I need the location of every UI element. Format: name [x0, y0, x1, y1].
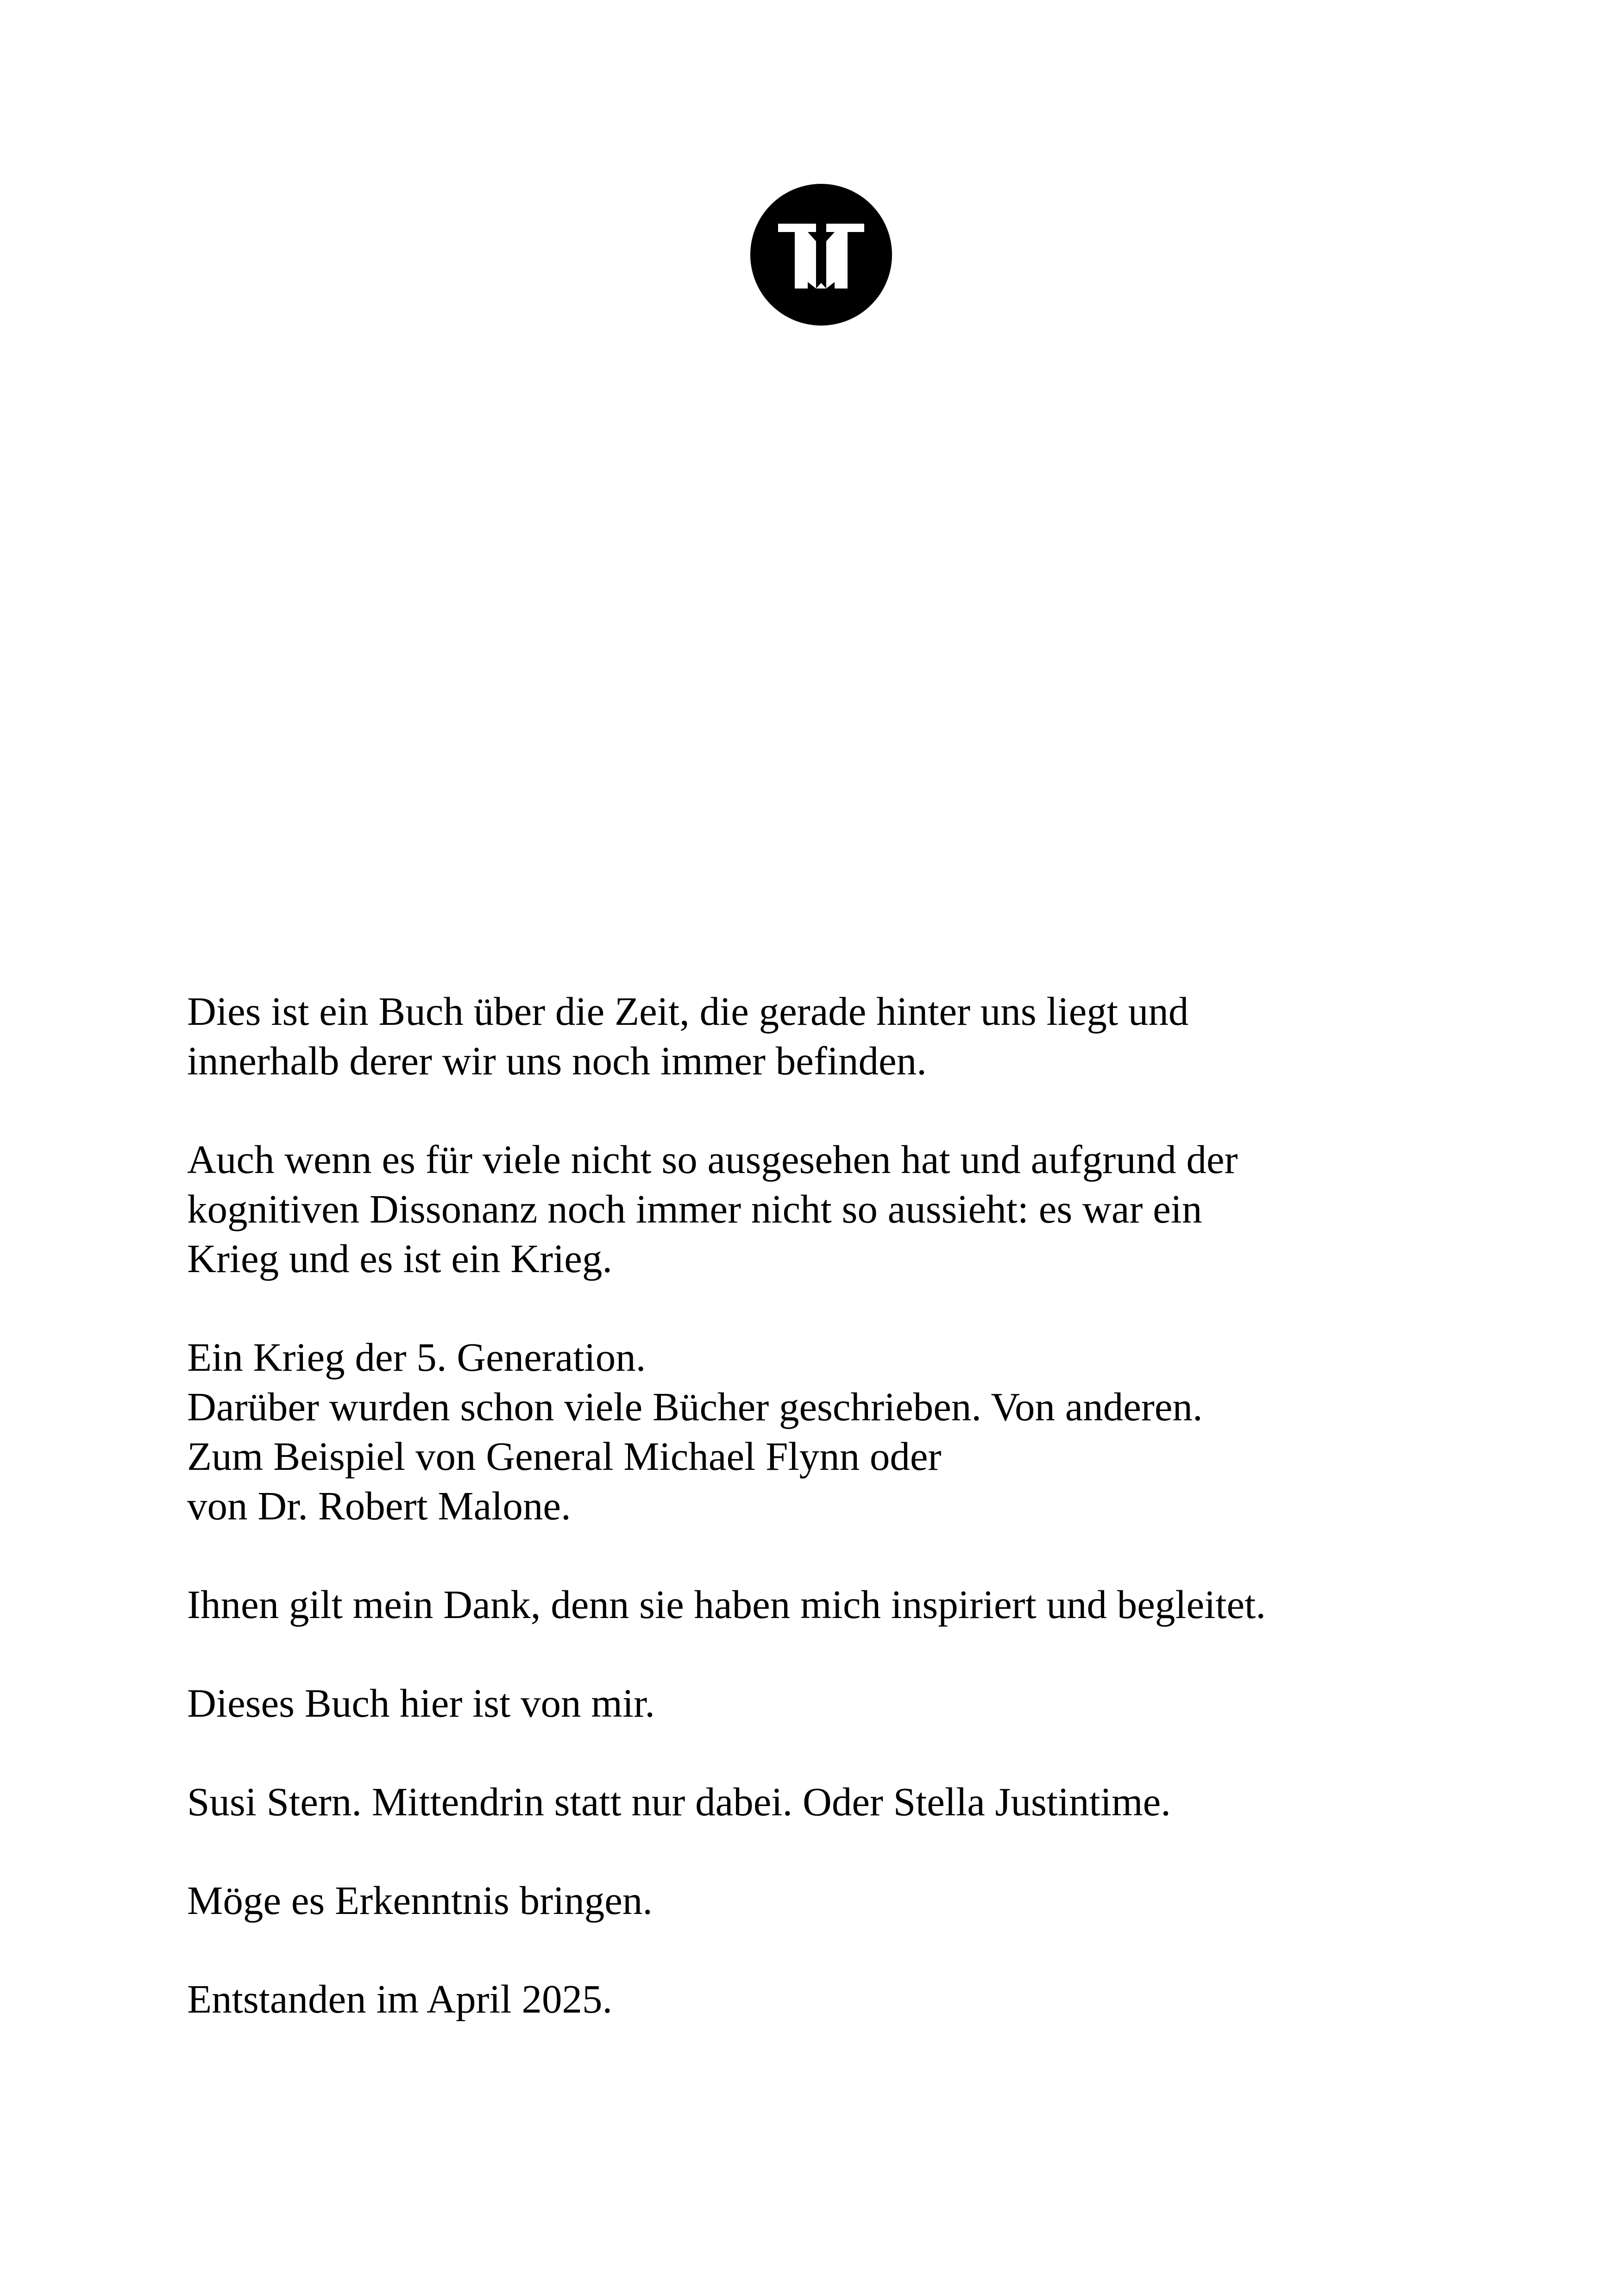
text-line: Susi Stern. Mittendrin statt nur dabei. Oder Stella Justintime.: [187, 1779, 1171, 1824]
paragraph: [187, 1678, 1484, 1728]
logo-graphic: [750, 184, 892, 326]
text-line: Krieg und es ist ein Krieg.: [187, 1236, 613, 1281]
dedication-text: [187, 986, 1484, 2024]
tt-monogram-icon: [750, 184, 892, 326]
text-line: Entstanden im April 2025.: [187, 1976, 613, 2021]
paragraph: [187, 1135, 1484, 1283]
text-line: Darüber wurden schon viele Bücher geschrieben. Von anderen.: [187, 1384, 1203, 1429]
text-line: kognitiven Dissonanz noch immer nicht so aussieht: es war ein: [187, 1186, 1202, 1231]
text-line: Zum Beispiel von General Michael Flynn oder: [187, 1434, 942, 1479]
paragraph: [187, 1777, 1484, 1826]
paragraph: [187, 986, 1484, 1085]
text-line: Auch wenn es für viele nicht so ausgesehen hat und aufgrund der: [187, 1137, 1238, 1182]
text-line: Dies ist ein Buch über die Zeit, die gerade hinter uns liegt und: [187, 989, 1189, 1034]
paragraph: [187, 1974, 1484, 2024]
text-line: Dieses Buch hier ist von mir.: [187, 1681, 655, 1725]
text-line: innerhalb derer wir uns noch immer befinden.: [187, 1038, 927, 1083]
text-line: Ein Krieg der 5. Generation.: [187, 1335, 646, 1380]
text-line: von Dr. Robert Malone.: [187, 1483, 571, 1528]
paragraph: [187, 1332, 1484, 1531]
paragraph: [187, 1876, 1484, 1925]
text-line: Möge es Erkenntnis bringen.: [187, 1878, 653, 1923]
paragraph: [187, 1580, 1484, 1629]
text-line: Ihnen gilt mein Dank, denn sie haben mich inspiriert und begleitet.: [187, 1582, 1266, 1627]
